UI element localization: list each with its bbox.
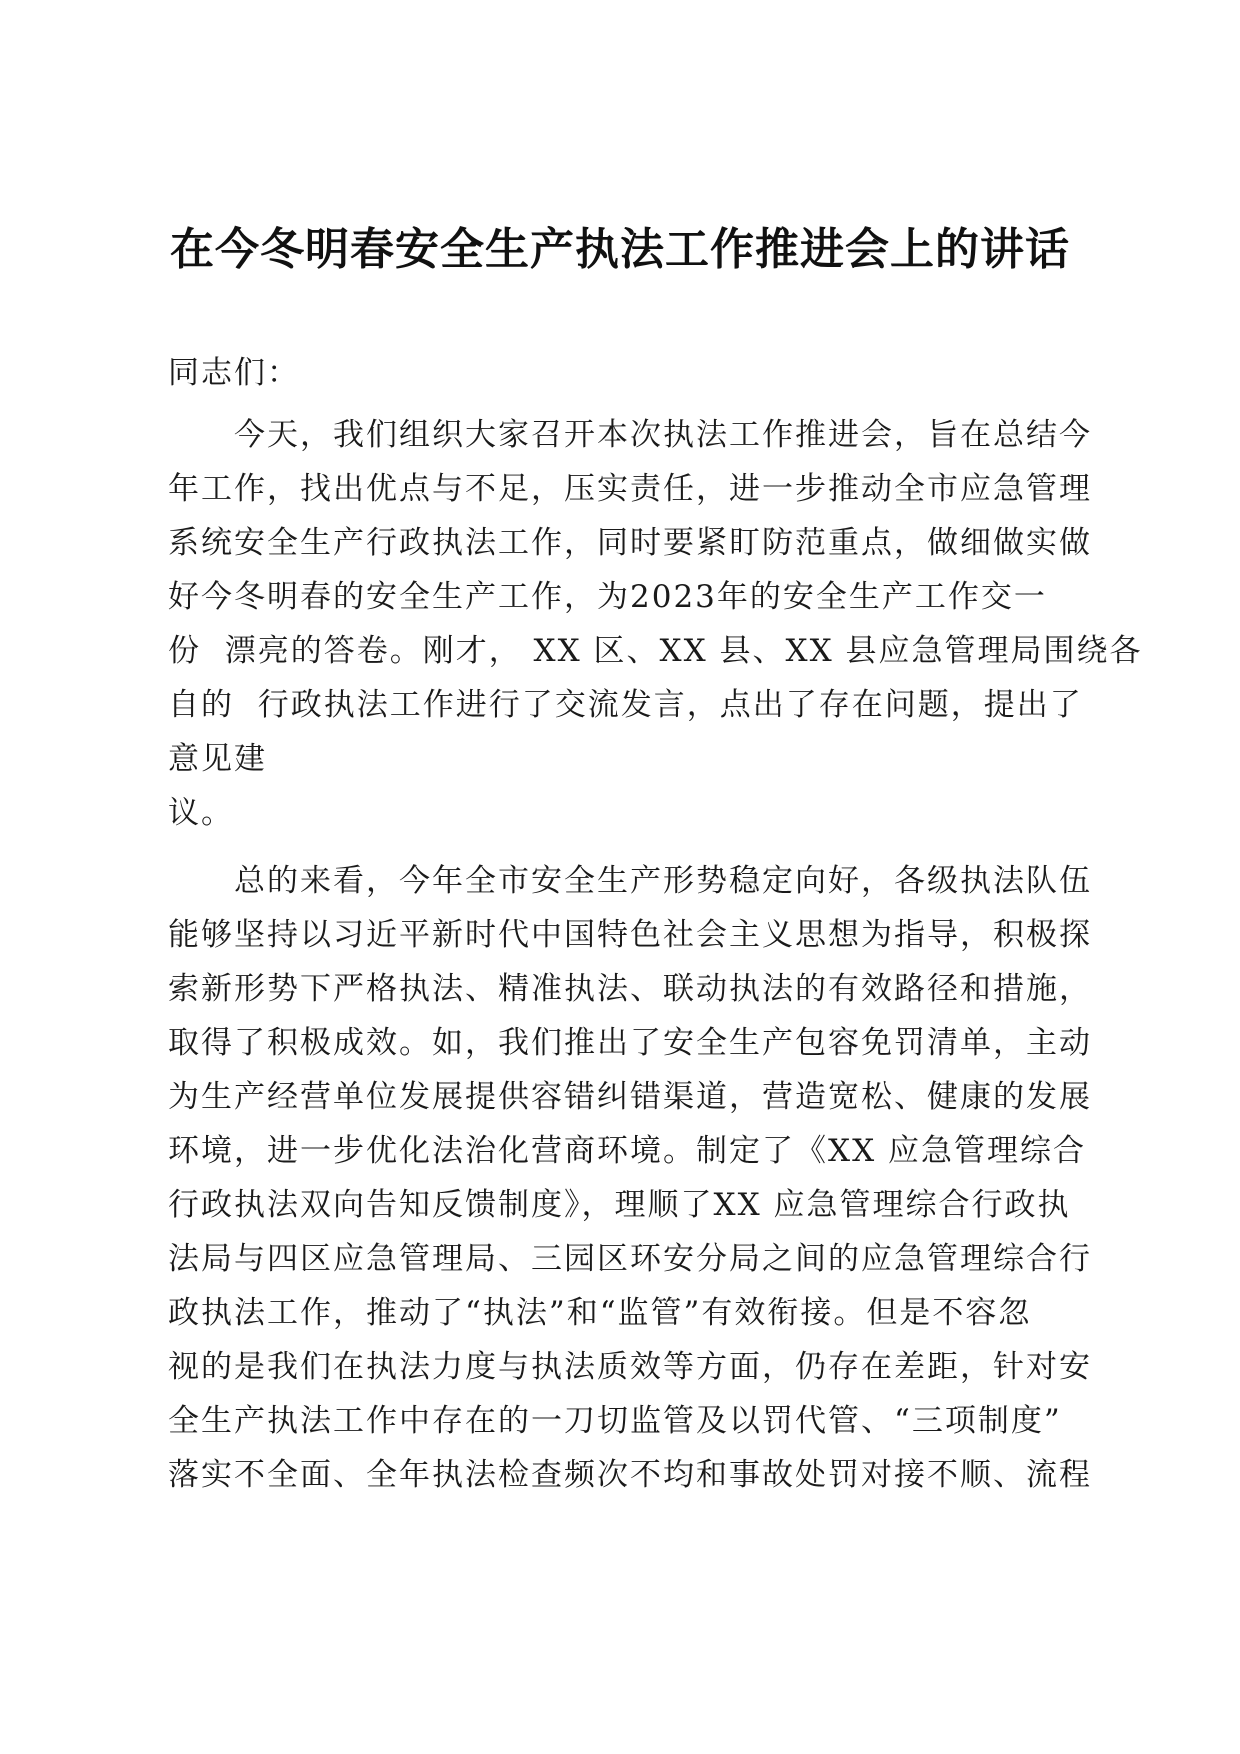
paragraph-1: [168, 408, 1143, 840]
paragraph-line: 落实不全面、全年执法检查频次不均和事故处罚对接不顺、流程: [168, 1457, 1092, 1493]
paragraph-line: 能够坚持以习近平新时代中国特色社会主义思想为指导，积极探: [168, 917, 1092, 953]
paragraph-line: 取得了积极成效。如，我们推出了安全生产包容免罚清单，主动: [168, 1025, 1092, 1061]
paragraph-line: 视的是我们在执法力度与执法质效等方面，仍存在差距，针对安: [168, 1349, 1092, 1385]
paragraph-line: 行政执法双向告知反馈制度》，理顺了XX 应急管理综合行政执: [168, 1187, 1071, 1223]
paragraph-line: 为生产经营单位发展提供容错纠错渠道，营造宽松、健康的发展: [168, 1079, 1092, 1115]
paragraph-2: [168, 854, 1092, 1502]
paragraph-line: 法局与四区应急管理局、三园区环安分局之间的应急管理综合行: [168, 1241, 1092, 1277]
paragraph-line: 环境，进一步优化法治化营商环境。制定了《XX 应急管理综合: [168, 1133, 1086, 1169]
document-title: 在今冬明春安全生产执法工作推进会上的讲话: [170, 224, 1070, 275]
paragraph-line: 今天，我们组织大家召开本次执法工作推进会，旨在总结今: [234, 417, 1092, 453]
paragraph-line: 全生产执法工作中存在的一刀切监管及以罚代管、“三项制度”: [168, 1403, 1062, 1439]
paragraph-line: 政执法工作，推动了“执法”和“监管”有效衔接。但是不容忽: [168, 1295, 1032, 1331]
paragraph-line: 年工作，找出优点与不足，压实责任，进一步推动全市应急管理: [168, 471, 1092, 507]
paragraph-line: 自的 行政执法工作进行了交流发言，点出了存在问题，提出了: [168, 687, 1083, 723]
paragraph-line: 议。: [168, 795, 234, 831]
paragraph-line: 份 漂亮的答卷。刚才， XX 区、XX 县、XX 县应急管理局围绕各: [168, 633, 1143, 669]
paragraph-line: 系统安全生产行政执法工作，同时要紧盯防范重点，做细做实做: [168, 525, 1092, 561]
paragraph-line: 索新形势下严格执法、精准执法、联动执法的有效路径和措施，: [168, 971, 1092, 1007]
paragraph-line: 意见建: [168, 741, 267, 777]
paragraph-line: 好今冬明春的安全生产工作，为2023年的安全生产工作交一: [168, 579, 1047, 615]
salutation: 同志们：: [168, 355, 300, 391]
paragraph-line: 总的来看，今年全市安全生产形势稳定向好，各级执法队伍: [234, 863, 1092, 899]
document-body: [168, 346, 1143, 1516]
